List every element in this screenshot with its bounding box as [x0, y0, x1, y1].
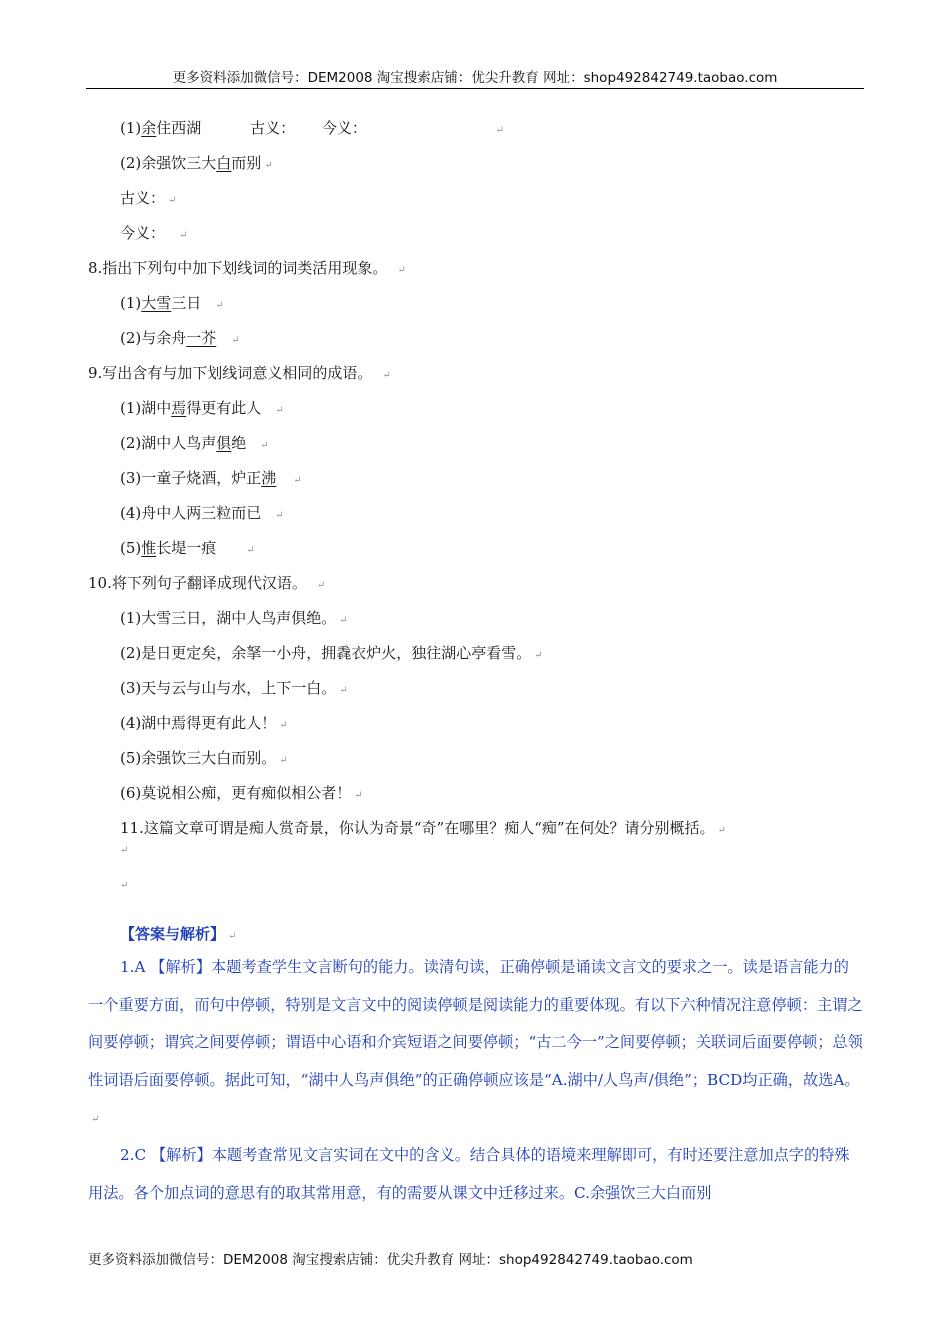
paragraph-mark: ↵: [397, 265, 406, 276]
q7-gu-label: 古义：: [120, 189, 166, 207]
paragraph-mark: ↵: [275, 405, 284, 416]
q10-item-1-text: (1)大雪三日，湖中人鸟声俱绝。: [120, 609, 337, 627]
answer-1: [88, 949, 863, 1139]
answers-title-text: 【答案与解析】: [120, 925, 226, 943]
q7-gu-line: [120, 188, 176, 211]
paragraph-mark: ↵: [293, 475, 302, 486]
q7-item-1-prefix: (1): [120, 119, 142, 137]
paragraph-mark: ↵: [228, 931, 237, 942]
q10-title-text: 10.将下列句子翻译成现代汉语。: [88, 574, 307, 592]
paragraph-mark: ↵: [260, 440, 269, 451]
paragraph-mark: ↵: [339, 615, 348, 626]
q8-title-text: 8.指出下列句中加下划线词的词类活用现象。: [88, 259, 388, 277]
q7-jin-label: 今义：: [120, 224, 166, 242]
q9-item-5: [120, 538, 255, 561]
q9-item-2-prefix: (2)湖中人鸟声: [120, 434, 217, 452]
q9-item-2-underlined: 俱: [216, 434, 232, 452]
q9-item-5-underlined: 惟: [141, 539, 157, 557]
blank-line-2: [120, 873, 128, 896]
blank-line-1: [120, 838, 128, 861]
q9-item-5-prefix: (5): [120, 539, 142, 557]
q9-item-1-prefix: (1)湖中: [120, 399, 172, 417]
q10-title: [88, 573, 325, 596]
q11: [120, 818, 726, 841]
paragraph-mark: ↵: [91, 1114, 100, 1125]
paragraph-mark: ↵: [495, 125, 505, 136]
q9-title: [88, 363, 391, 386]
q10-item-5: [120, 748, 288, 771]
q7-item-1-gu-label: 古义：: [250, 119, 296, 137]
paragraph-mark: ↵: [279, 755, 288, 766]
q8-title: [88, 258, 406, 281]
paragraph-mark: ↵: [339, 685, 348, 696]
page-header: 更多资料添加微信号：DEM2008 淘宝搜索店铺：优尖升教育 网址：shop492842749.taobao.com: [172, 70, 778, 86]
answer-1-text: 1.A 【解析】本题考查学生文言断句的能力。读清句读，正确停顿是诵读文言文的要求之一。读是语言能力的一个重要方面，而句中停顿，特别是文言文中的阅读停顿是阅读能力的重要体现。有以下六种情况注意停顿：主谓之间要停顿；谓宾之间要停顿；谓语中心语和介宾短语之间要停顿；“古二今一”之间要停顿；关联词后面要停顿；总领性词语后面要停顿。据此可知，“湖中人鸟声俱绝”的正确停顿应该是“A.湖中/人鸟声/俱绝”；BCD均正确，故选A。: [88, 958, 863, 1089]
q7-item-1: [120, 118, 504, 141]
q11-text: 11.这篇文章可谓是痴人赏奇景，你认为奇景“奇”在哪里？痴人“痴”在何处？请分别概括。: [120, 819, 715, 837]
paragraph-mark: ↵: [246, 545, 255, 556]
answer-2: [88, 1137, 863, 1212]
paragraph-mark: ↵: [179, 230, 188, 241]
q9-item-4-text: (4)舟中人两三粒而已: [120, 504, 262, 522]
q10-item-3: [120, 678, 348, 701]
q9-item-1-rest: 得更有此人: [186, 399, 262, 417]
q10-item-6-text: (6)莫说相公痴，更有痴似相公者！: [120, 784, 352, 802]
q7-item-1-jin-label: 今义：: [321, 119, 367, 137]
q10-item-5-text: (5)余强饮三大白而别。: [120, 749, 277, 767]
q9-title-text: 9.写出含有与加下划线词意义相同的成语。: [88, 364, 373, 382]
paragraph-mark: ↵: [120, 845, 129, 856]
page-footer: 更多资料添加微信号：DEM2008 淘宝搜索店铺：优尖升教育 网址：shop492842749.taobao.com: [88, 1252, 693, 1268]
paragraph-mark: ↵: [264, 160, 273, 171]
q9-item-3-underlined: 沸: [261, 469, 277, 487]
q7-item-1-underlined: 余: [141, 119, 157, 137]
paragraph-mark: ↵: [215, 300, 224, 311]
q7-item-2-underlined: 白: [216, 154, 232, 172]
paragraph-mark: ↵: [316, 580, 326, 591]
header-divider: [86, 88, 864, 89]
q8-item-1-rest: 三日: [171, 294, 202, 312]
paragraph-mark: ↵: [120, 880, 129, 891]
paragraph-mark: ↵: [382, 370, 391, 381]
q7-item-2-prefix: (2)余强饮三大: [120, 154, 217, 172]
q10-item-2-text: (2)是日更定矣，余拏一小舟，拥毳衣炉火，独往湖心亭看雪。: [120, 644, 532, 662]
q10-item-6: [120, 783, 363, 806]
q9-item-5-rest: 长堤一痕: [156, 539, 217, 557]
paragraph-mark: ↵: [168, 195, 177, 206]
q9-item-1-underlined: 焉: [171, 399, 187, 417]
paragraph-mark: ↵: [717, 825, 726, 836]
q8-item-2-underlined: 一芥: [186, 329, 217, 347]
q9-item-3: [120, 468, 302, 491]
q8-item-1-prefix: (1): [120, 294, 142, 312]
paragraph-mark: ↵: [279, 720, 288, 731]
q8-item-1-underlined: 大雪: [141, 294, 172, 312]
q7-item-2-rest: 而别: [231, 154, 262, 172]
q9-item-2: [120, 433, 269, 456]
q9-item-4: [120, 503, 284, 526]
q10-item-3-text: (3)天与云与山与水，上下一白。: [120, 679, 337, 697]
answers-title: [120, 923, 236, 944]
q9-item-3-prefix: (3)一童子烧酒，炉正: [120, 469, 262, 487]
answer-2-text: 2.C 【解析】本题考查常见文言实词在文中的含义。结合具体的语境来理解即可，有时还要注意加点字的特殊用法。各个加点词的意思有的取其常用意，有的需要从课文中迁移过来。C.余强饮三大白而别: [88, 1146, 850, 1202]
paragraph-mark: ↵: [275, 510, 284, 521]
q10-item-4-text: (4)湖中焉得更有此人！: [120, 714, 277, 732]
q10-item-2: [120, 643, 543, 666]
q7-jin-line: [120, 223, 187, 246]
paragraph-mark: ↵: [231, 335, 240, 346]
q10-item-4: [120, 713, 288, 736]
q8-item-2: [120, 328, 240, 351]
q7-item-2: [120, 153, 273, 176]
paragraph-mark: ↵: [534, 650, 543, 661]
q8-item-1: [120, 293, 224, 316]
q7-item-1-rest: 住西湖: [156, 119, 202, 137]
paragraph-mark: ↵: [354, 790, 363, 801]
q9-item-1: [120, 398, 284, 421]
q9-item-2-rest: 绝: [231, 434, 247, 452]
q8-item-2-prefix: (2)与余舟: [120, 329, 187, 347]
q10-item-1: [120, 608, 348, 631]
